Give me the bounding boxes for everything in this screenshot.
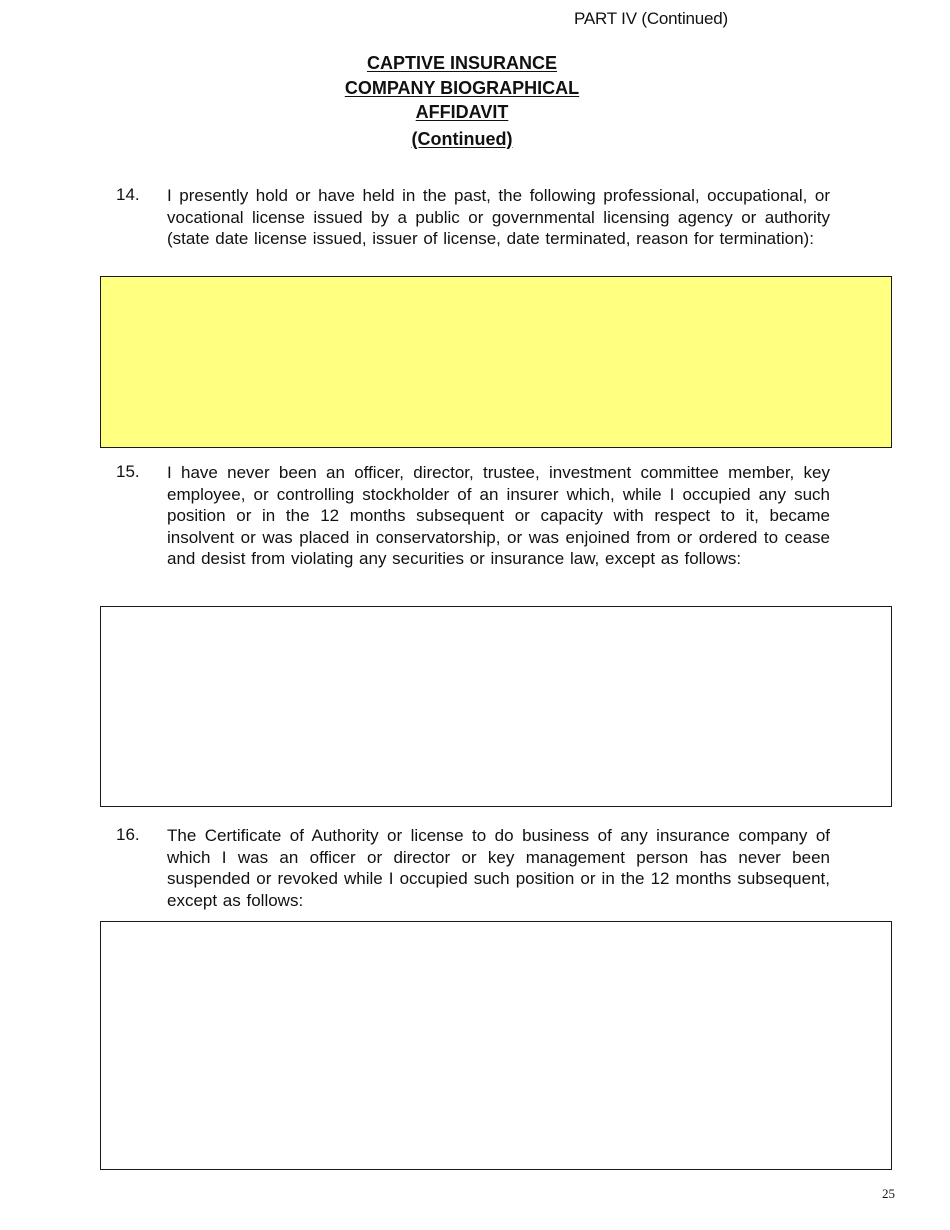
title-line-4: (Continued) xyxy=(411,128,513,149)
question-15-number: 15. xyxy=(116,462,140,481)
question-14-text: I presently hold or have held in the past, the following professional, occupational, or vocational license issued by a public or governmental licensing agency or authority (state date license issued, issuer of license, date terminated, reason for termination): xyxy=(167,186,830,249)
page-number: 25 xyxy=(882,1186,895,1201)
title-line-2: COMPANY BIOGRAPHICAL xyxy=(344,77,580,98)
question-15-text: I have never been an officer, director, trustee, investment committee member, key employee, or controlling stockholder of an insurer which, while I occupied any such position or in the 12 months subsequent or capacity with respect to it, became insolvent or was placed in conservatorship, or was enjoined from or ordered to cease and desist from violating any securities or insurance law, except as follows: xyxy=(167,463,830,569)
question-15-answer-field[interactable] xyxy=(100,606,892,807)
question-16-text: The Certificate of Authority or license to do business of any insurance company of which I was an officer or director or key management person has never been suspended or revoked while I occupied such position or in the 12 months subsequent, except as follows: xyxy=(167,826,830,910)
question-14-answer-field[interactable] xyxy=(100,276,892,448)
part-header: PART IV (Continued) xyxy=(574,9,728,28)
question-14-number: 14. xyxy=(116,185,140,204)
title-line-3: AFFIDAVIT xyxy=(415,102,509,122)
title-line-1: CAPTIVE INSURANCE xyxy=(366,53,558,73)
question-16-answer-field[interactable] xyxy=(100,921,892,1170)
page-title xyxy=(300,51,624,151)
question-16-number: 16. xyxy=(116,825,140,844)
